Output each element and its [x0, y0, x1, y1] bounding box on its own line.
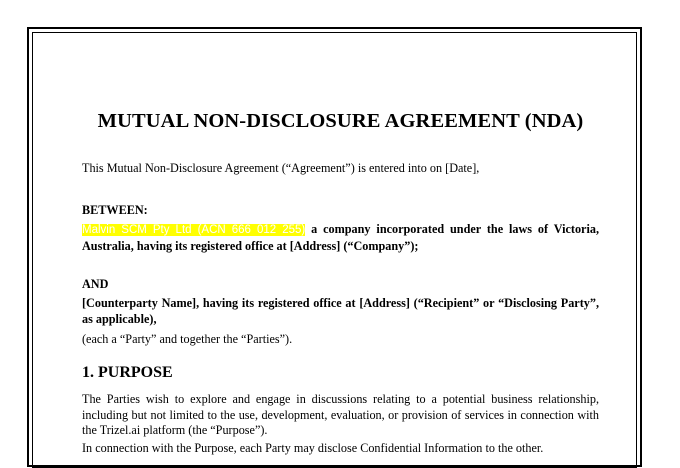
- intro-paragraph: This Mutual Non-Disclosure Agreement (“Agreement”) is entered into on [Date],: [82, 161, 480, 175]
- company-name-highlight: Malvin SCM Pty Ltd (ACN 666 012 255): [82, 224, 306, 236]
- purpose-paragraph-1: The Parties wish to explore and engage in discussions relating to a potential business relationship, including but not limited to the use, development, evaluation, or provision of services in connection with the Trizel.ai platform (the “Purpose”).: [82, 392, 599, 437]
- company-paragraph: [82, 222, 599, 254]
- company-clause: a company incorporated under the laws of Victoria, Australia, having its registered office at [Address] (“Company”);: [82, 222, 599, 253]
- section-heading-purpose: 1. PURPOSE: [82, 364, 173, 381]
- between-label: BETWEEN:: [82, 203, 148, 217]
- purpose-paragraph-2: In connection with the Purpose, each Party may disclose Confidential Information to the other.: [82, 441, 544, 455]
- parties-note: (each a “Party” and together the “Parties”).: [82, 332, 293, 346]
- document-title: MUTUAL NON-DISCLOSURE AGREEMENT (NDA): [97, 110, 584, 132]
- counterparty-paragraph: [Counterparty Name], having its registered office at [Address] (“Recipient” or “Disclosing Party”, as applicable),: [82, 296, 599, 326]
- and-label: AND: [82, 277, 109, 291]
